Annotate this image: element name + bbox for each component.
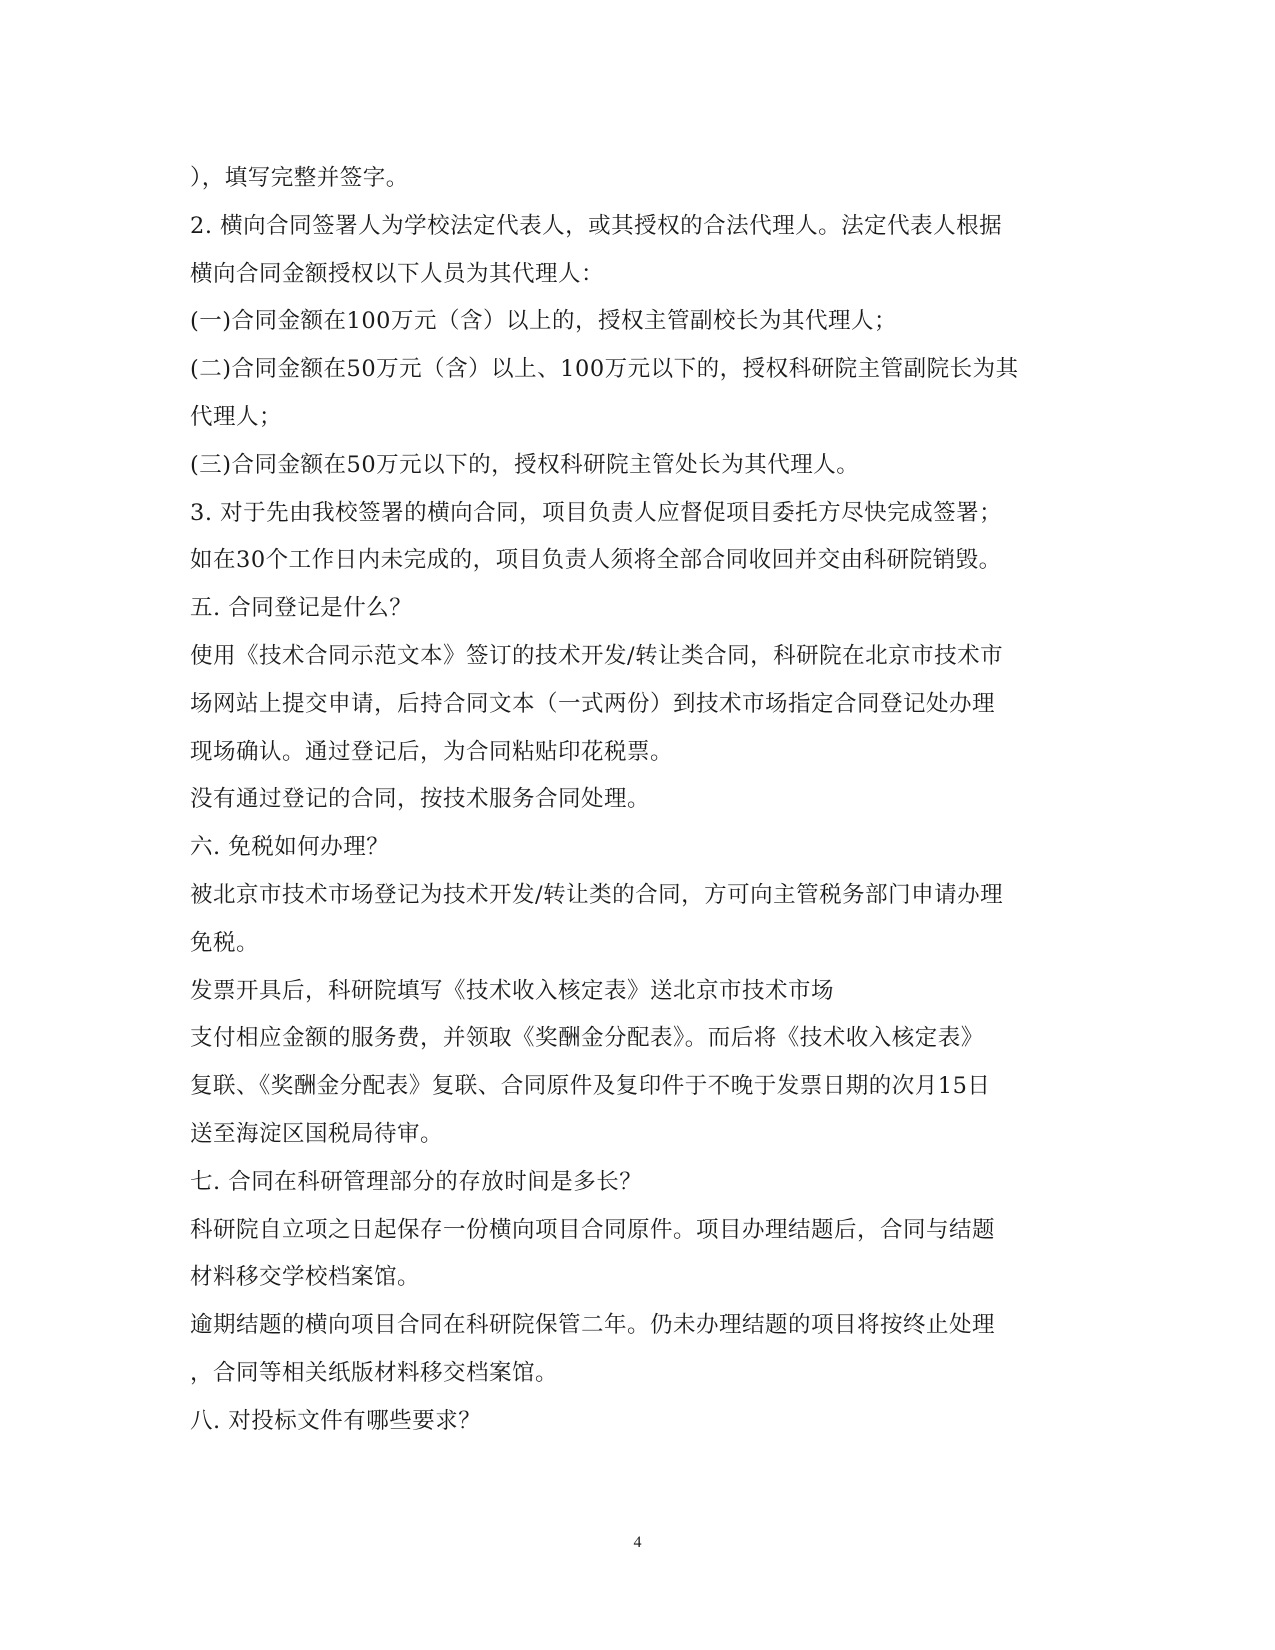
text-line: 复联、《奖酬金分配表》复联、合同原件及复印件于不晚于发票日期的次月15日: [190, 1073, 991, 1100]
text-line: 现场确认。通过登记后，为合同粘贴印花税票。: [190, 738, 674, 765]
text-line: ，合同等相关纸版材料移交档案馆。: [190, 1359, 559, 1386]
section-heading: 六. 免税如何办理？: [190, 834, 390, 861]
text-line: 2. 横向合同签署人为学校法定代表人，或其授权的合法代理人。法定代表人根据: [190, 212, 1003, 239]
text-line: (三)合同金额在50万元以下的，授权科研院主管处长为其代理人。: [190, 451, 860, 478]
section-heading: 八. 对投标文件有哪些要求？: [190, 1407, 482, 1434]
text-line: 没有通过登记的合同，按技术服务合同处理。: [190, 786, 651, 813]
text-line: 如在30个工作日内未完成的，项目负责人须将全部合同收回并交由科研院销毁。: [190, 547, 1002, 574]
text-line: 横向合同金额授权以下人员为其代理人：: [190, 260, 605, 287]
text-line: 材料移交学校档案馆。: [190, 1264, 421, 1291]
text-line: 免税。: [190, 929, 260, 956]
document-body: [190, 155, 1090, 1446]
text-line: 逾期结题的横向项目合同在科研院保管二年。仍未办理结题的项目将按终止处理: [190, 1312, 996, 1339]
text-line: 支付相应金额的服务费，并领取《奖酬金分配表》。而后将《技术收入核定表》: [190, 1025, 984, 1052]
text-line: ），填写完整并签字。: [190, 165, 409, 191]
text-line: (一)合同金额在100万元（含）以上的，授权主管副校长为其代理人；: [190, 308, 898, 335]
text-line: 科研院自立项之日起保存一份横向项目合同原件。项目办理结题后，合同与结题: [190, 1216, 996, 1243]
text-line: (二)合同金额在50万元（含）以上、100万元以下的，授权科研院主管副院长为其: [190, 356, 1019, 383]
text-line: 被北京市技术市场登记为技术开发/转让类的合同，方可向主管税务部门申请办理: [190, 881, 1004, 908]
text-line: 使用《技术合同示范文本》签订的技术开发/转让类合同，科研院在北京市技术市: [190, 642, 1004, 669]
page-number: 4: [633, 1534, 642, 1551]
text-line: 发票开具后，科研院填写《技术收入核定表》送北京市技术市场: [190, 977, 835, 1004]
text-line: 3. 对于先由我校签署的横向合同，项目负责人应督促项目委托方尽快完成签署；: [190, 499, 1003, 526]
text-line: 代理人；: [190, 403, 283, 430]
text-line: 送至海淀区国税局待审。: [190, 1120, 444, 1147]
section-heading: 七. 合同在科研管理部分的存放时间是多长？: [190, 1168, 643, 1195]
text-line: 场网站上提交申请，后持合同文本（一式两份）到技术市场指定合同登记处办理: [190, 690, 996, 717]
section-heading: 五. 合同登记是什么？: [190, 595, 413, 622]
